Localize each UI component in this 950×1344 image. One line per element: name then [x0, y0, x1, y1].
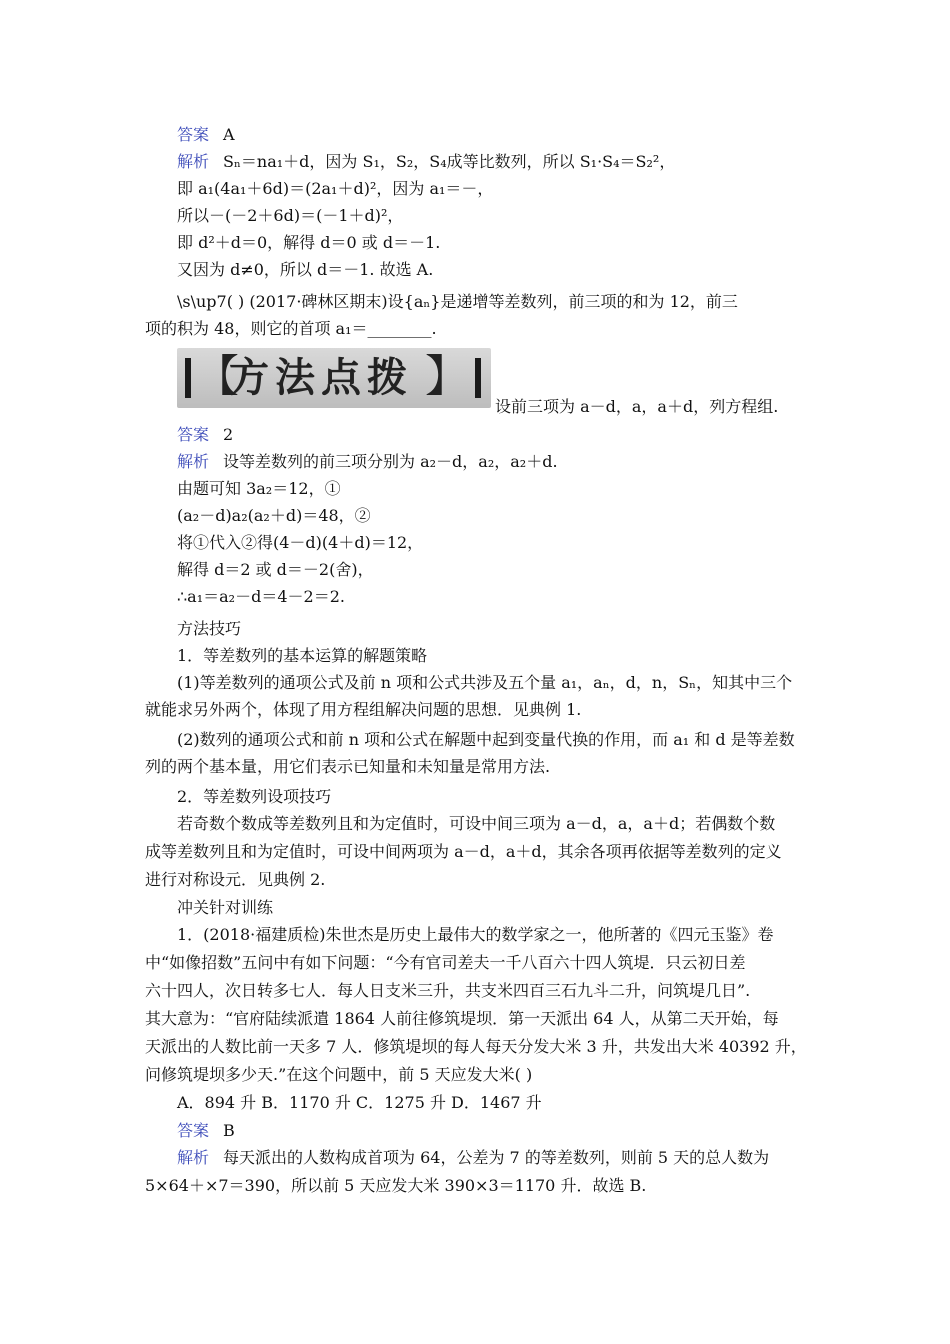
solution-line: 又因为 d≠0，所以 d＝－1. 故选 A. [177, 260, 434, 279]
solution-text: Sₙ＝na₁＋d，因为 S₁，S₂，S₄成等比数列，所以 S₁·S₄＝S₂²， [223, 152, 676, 171]
method-banner [177, 348, 491, 408]
solution-line [177, 151, 675, 173]
paragraph-line: 列的两个基本量，用它们表示已知量和未知量是常用方法. [145, 757, 551, 776]
paragraph-line: 就能求另外两个，体现了用方程组解决问题的思想．见典例 1. [145, 700, 582, 719]
solution-line: 将①代入②得(4－d)(4＋d)＝12， [177, 533, 424, 552]
subsection-heading: 1．等差数列的基本运算的解题策略 [177, 646, 428, 665]
solution-label: 解析 [177, 152, 210, 171]
question-line: 项的积为 48，则它的首项 a₁＝________. [145, 319, 437, 338]
banner-bracket-right: 】 [425, 351, 469, 402]
answer-label: 答案 [177, 1121, 210, 1140]
solution-line: ∴a₁＝a₂－d＝4－2＝2. [177, 587, 345, 606]
solution-text: 设等差数列的前三项分别为 a₂－d，a₂，a₂＋d. [223, 452, 558, 471]
solution-line [177, 451, 558, 473]
paragraph-line: 若奇数个数成等差数列且和为定值时，可设中间三项为 a－d，a，a＋d；若偶数个数 [177, 814, 776, 833]
banner-bar-left [185, 358, 191, 398]
answer-line [177, 1120, 235, 1142]
solution-line: 5×64＋×7＝390，所以前 5 天应发大米 390×3＝1170 升．故选 B. [145, 1176, 647, 1195]
question-line: 其大意为：“官府陆续派遣 1864 人前往修筑堤坝．第一天派出 64 人，从第二天开始，每 [145, 1009, 779, 1028]
question-line: \s\up7( ) (2017·碑林区期末)设{aₙ}是递增等差数列，前三项的和为 12，前三 [177, 292, 738, 311]
paragraph-line: 成等差数列且和为定值时，可设中间两项为 a－d，a＋d，其余各项再依据等差数列的定义 [145, 842, 782, 861]
answer-options: A．894 升 B．1170 升 C．1275 升 D．1467 升 [177, 1093, 542, 1112]
answer-line [177, 124, 235, 146]
subsection-heading: 2．等差数列设项技巧 [177, 787, 332, 806]
solution-label: 解析 [177, 1148, 210, 1167]
paragraph-line: (1)等差数列的通项公式及前 n 项和公式共涉及五个量 a₁，aₙ，d，n，Sₙ，知其中三个 [177, 673, 793, 692]
answer-label: 答案 [177, 425, 210, 444]
question-line: 中“如像招数”五问中有如下问题：“今有官司差夫一千八百六十四人筑堤．只云初日差 [145, 953, 746, 972]
question-line: 六十四人，次日转多七人．每人日支米三升，共支米四百三石九斗二升，问筑堤几日”. [145, 981, 751, 1000]
answer-label: 答案 [177, 125, 210, 144]
paragraph-line: (2)数列的通项公式和前 n 项和公式在解题中起到变量代换的作用，而 a₁ 和 d 是等差数 [177, 730, 795, 749]
solution-line: 解得 d＝2 或 d＝－2(舍)， [177, 560, 374, 579]
solution-text: 每天派出的人数构成首项为 64，公差为 7 的等差数列，则前 5 天的总人数为 [223, 1148, 770, 1167]
solution-line: (a₂－d)a₂(a₂＋d)＝48，② [177, 506, 371, 525]
paragraph-line: 进行对称设元．见典例 2. [145, 870, 326, 889]
section-heading: 冲关针对训练 [177, 898, 274, 917]
method-tip: 设前三项为 a－d，a，a＋d，列方程组. [495, 397, 779, 416]
solution-label: 解析 [177, 452, 210, 471]
answer-value: 2 [223, 425, 234, 444]
question-line: 1．(2018·福建质检)朱世杰是历史上最伟大的数学家之一，他所著的《四元玉鉴》卷 [177, 925, 774, 944]
answer-value: A [223, 125, 235, 144]
banner-title: 方法点拨 [229, 355, 413, 401]
question-line: 天派出的人数比前一天多 7 人．修筑堤坝的每人每天分发大米 3 升，共发出大米 40392 升， [145, 1037, 807, 1056]
answer-value: B [223, 1121, 235, 1140]
section-heading: 方法技巧 [177, 619, 242, 638]
banner-bar-right [475, 358, 481, 398]
answer-line [177, 424, 233, 446]
solution-line: 即 d²＋d＝0，解得 d＝0 或 d＝－1. [177, 233, 441, 252]
banner-bracket-left: 【 [195, 351, 239, 402]
solution-line: 所以－(－2＋6d)＝(－1＋d)²， [177, 206, 404, 225]
solution-line [177, 1147, 769, 1169]
question-line: 问修筑堤坝多少天.”在这个问题中，前 5 天应发大米( ) [145, 1065, 533, 1084]
solution-line: 即 a₁(4a₁＋6d)＝(2a₁＋d)²，因为 a₁＝－， [177, 179, 494, 198]
solution-line: 由题可知 3a₂＝12，① [177, 479, 341, 498]
